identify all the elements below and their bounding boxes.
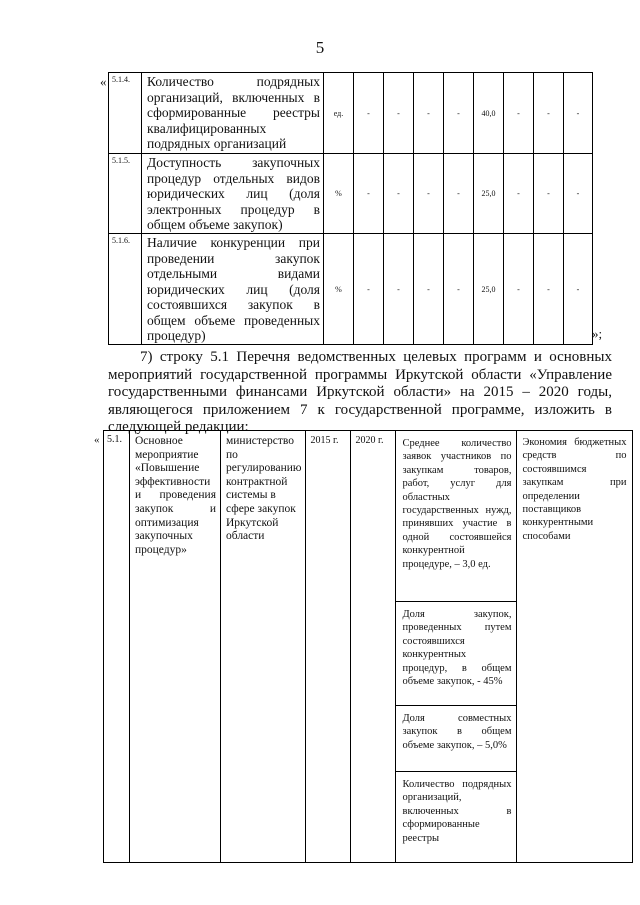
table1-close-quote: »; — [592, 326, 603, 341]
event-name: Основное мероприятие «Повышение эффективности и проведения закупок и оптимизация закупочных процедур» — [130, 431, 221, 863]
table2-open-quote: « — [94, 434, 100, 446]
year-start: 2015 г. — [306, 431, 351, 863]
value-cell: - — [504, 234, 534, 345]
indicators-table — [108, 72, 593, 345]
value-cell: 40,0 — [474, 73, 504, 154]
row-unit: ед. — [324, 73, 354, 154]
year-end: 2020 г. — [351, 431, 396, 863]
value-cell: - — [414, 234, 444, 345]
paragraph-text: 7) строку 5.1 Перечня ведомственных целевых программ и основных мероприятий государственной программы Иркутской области «Управление государственными финансами Иркутской области» на 2015 – 2020 годы, являющегося приложением 7 к государственной программе, изложить в следующей редакции: — [108, 349, 612, 435]
value-cell: - — [564, 154, 593, 234]
value-cell: - — [504, 73, 534, 154]
value-cell: - — [384, 234, 414, 345]
value-cell: - — [354, 73, 384, 154]
value-cell: - — [564, 234, 593, 345]
indicator-item: Доля закупок, проведенных путем состоявшихся конкурентных процедур, в общем объеме закупок, - 45% — [396, 602, 516, 706]
value-cell: - — [384, 73, 414, 154]
table-row — [109, 154, 593, 234]
value-cell: - — [564, 73, 593, 154]
value-cell: - — [534, 73, 564, 154]
indicator-item: Количество подрядных организаций, включенных в сформированные реестры — [402, 779, 512, 844]
value-cell: - — [534, 154, 564, 234]
row-unit: % — [324, 234, 354, 345]
table-row — [109, 234, 593, 345]
value-cell: - — [354, 234, 384, 345]
value-cell: - — [534, 234, 564, 345]
value-cell: 25,0 — [474, 234, 504, 345]
value-cell: - — [504, 154, 534, 234]
value-cell: - — [414, 154, 444, 234]
value-cell: - — [444, 73, 474, 154]
amendment-paragraph — [108, 349, 612, 437]
economy-effect: Экономия бюджетных средств по состоявшимся закупкам при определении поставщиков конкурентными способами — [517, 431, 633, 863]
value-cell: - — [354, 154, 384, 234]
row-unit: % — [324, 154, 354, 234]
row-number: 5.1.6. — [109, 234, 142, 345]
table-row — [109, 73, 593, 154]
row-number: 5.1.4. — [109, 73, 142, 154]
value-cell: - — [384, 154, 414, 234]
row-description: Количество подрядных организаций, включенных в сформированные реестры квалифицированных подрядных организаций — [142, 73, 324, 154]
indicator-item: Доля совместных закупок в общем объеме закупок, – 5,0% — [396, 706, 516, 772]
indicator-item: Среднее количество заявок участников по закупкам товаров, работ, услуг для областных государственных нужд, принявших участие в одной состоявшейся конкурентной процедуре, – 3,0 ед. — [396, 431, 516, 602]
value-cell: 25,0 — [474, 154, 504, 234]
row-description: Наличие конкуренции при проведении закупок отдельными видами юридических лиц (доля состоявшихся закупок в общем объеме проведенных процедур) — [142, 234, 324, 345]
row-number: 5.1.5. — [109, 154, 142, 234]
value-cell: - — [414, 73, 444, 154]
program-table — [103, 430, 633, 863]
page-number: 5 — [315, 38, 325, 57]
row-description: Доступность закупочных процедур отдельных видов юридических лиц (доля электронных процедур в общем объеме закупок) — [142, 154, 324, 234]
value-cell: - — [444, 234, 474, 345]
table-row — [104, 431, 633, 863]
row-number: 5.1. — [104, 431, 130, 863]
executor-name: министерство по регулированию контрактной системы в сфере закупок Иркутской области — [221, 431, 306, 863]
table1-open-quote: « — [100, 74, 107, 89]
value-cell: - — [444, 154, 474, 234]
indicators-cell — [396, 431, 517, 863]
